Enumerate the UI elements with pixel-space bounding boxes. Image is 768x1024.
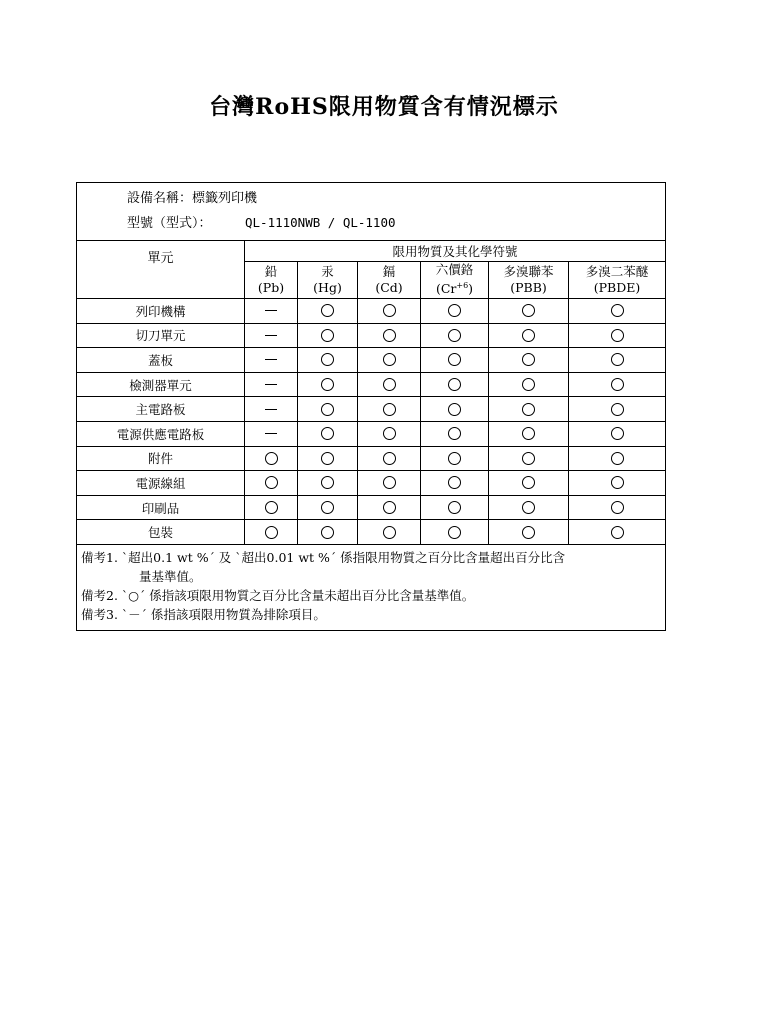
substance-name: 六價鉻 (435, 262, 474, 278)
model-value: QL-1110NWB / QL-1100 (245, 215, 396, 230)
circle-mark-icon (448, 452, 461, 465)
mark-cell (245, 446, 298, 471)
substance-name: 多溴二苯醚 (585, 264, 649, 279)
mark-cell (245, 372, 298, 397)
substance-symbol: (PBDE) (593, 280, 641, 295)
table-row (77, 520, 666, 545)
mark-cell (298, 495, 358, 520)
mark-cell (298, 372, 358, 397)
substance-symbol (421, 278, 488, 297)
circle-mark-icon (522, 304, 535, 317)
mark-cell (298, 471, 358, 496)
dash-mark-icon (265, 310, 277, 311)
note-1: 備考1. ˋ超出0.1 wt %ˊ 及 ˋ超出0.01 wt %ˊ 係指限用物質之百分比含量超出百分比含 (81, 549, 566, 565)
mark-cell (358, 520, 421, 545)
circle-mark-icon (321, 304, 334, 317)
circle-mark-icon (321, 501, 334, 514)
mark-cell (569, 446, 666, 471)
circle-mark-icon (611, 526, 624, 539)
mark-cell (489, 348, 569, 373)
mark-cell (421, 520, 489, 545)
mark-cell (489, 471, 569, 496)
table-row (77, 495, 666, 520)
mark-cell (421, 348, 489, 373)
mark-cell (489, 299, 569, 324)
circle-mark-icon (448, 353, 461, 366)
mark-cell (298, 397, 358, 422)
circle-mark-icon (265, 452, 278, 465)
mark-cell (245, 520, 298, 545)
circle-mark-icon (383, 501, 396, 514)
circle-mark-icon (448, 501, 461, 514)
mark-cell (298, 323, 358, 348)
circle-mark-icon (611, 403, 624, 416)
mark-cell (245, 348, 298, 373)
unit-name: 包裝 (77, 520, 245, 545)
circle-mark-icon (383, 304, 396, 317)
mark-cell (358, 348, 421, 373)
mark-cell (489, 520, 569, 545)
circle-mark-icon (522, 353, 535, 366)
mark-cell (421, 323, 489, 348)
table-row (77, 372, 666, 397)
mark-cell (298, 421, 358, 446)
mark-cell (245, 421, 298, 446)
circle-mark-icon (321, 526, 334, 539)
circle-mark-icon (321, 378, 334, 391)
mark-cell (569, 471, 666, 496)
mark-cell (489, 495, 569, 520)
mark-cell (421, 372, 489, 397)
circle-mark-icon (522, 476, 535, 489)
circle-mark-icon (383, 427, 396, 440)
circle-mark-icon (448, 304, 461, 317)
circle-mark-icon (522, 452, 535, 465)
circle-mark-icon (265, 526, 278, 539)
dash-mark-icon (265, 335, 277, 336)
unit-header: 單元 (77, 241, 245, 299)
substance-symbol: (Pb) (257, 280, 285, 295)
substance-name: 多溴聯苯 (503, 264, 554, 279)
mark-cell (569, 421, 666, 446)
substance-symbol: (PBB) (510, 280, 547, 295)
circle-mark-icon (611, 476, 624, 489)
mark-cell (298, 446, 358, 471)
circle-mark-icon (448, 378, 461, 391)
circle-mark-icon (321, 427, 334, 440)
circle-mark-icon (383, 526, 396, 539)
mark-cell (421, 421, 489, 446)
mark-cell (421, 397, 489, 422)
substance-name: 鉛 (264, 264, 278, 279)
mark-cell (358, 471, 421, 496)
circle-mark-icon (448, 427, 461, 440)
unit-name: 電源線組 (77, 471, 245, 496)
circle-mark-icon (265, 501, 278, 514)
circle-mark-icon (383, 353, 396, 366)
mark-cell (489, 446, 569, 471)
circle-mark-icon (522, 403, 535, 416)
mark-cell (358, 372, 421, 397)
substance-header (358, 262, 421, 299)
table-row (77, 421, 666, 446)
circle-mark-icon (383, 452, 396, 465)
unit-name: 切刀單元 (77, 323, 245, 348)
unit-name: 列印機構 (77, 299, 245, 324)
circle-mark-icon (611, 353, 624, 366)
unit-name: 蓋板 (77, 348, 245, 373)
mark-cell (245, 299, 298, 324)
mark-cell (569, 348, 666, 373)
note-1-cont: 量基準值。 (139, 568, 202, 584)
mark-cell (569, 495, 666, 520)
circle-mark-icon (611, 452, 624, 465)
circle-mark-icon (611, 501, 624, 514)
mark-cell (421, 299, 489, 324)
circle-mark-icon (321, 353, 334, 366)
circle-mark-icon (383, 476, 396, 489)
substance-symbol-sup: +6 (456, 281, 469, 291)
notes (77, 544, 666, 630)
circle-mark-icon (522, 427, 535, 440)
rohs-table (76, 182, 666, 631)
circle-mark-icon (321, 329, 334, 342)
substance-symbol-text: (Cr (435, 281, 457, 297)
substance-header (569, 262, 666, 299)
mark-cell (569, 372, 666, 397)
mark-cell (569, 299, 666, 324)
substance-header (245, 262, 298, 299)
model-line (127, 211, 665, 236)
table-row (77, 471, 666, 496)
circle-mark-icon (448, 403, 461, 416)
mark-cell (358, 446, 421, 471)
unit-name: 印刷品 (77, 495, 245, 520)
mark-cell (298, 348, 358, 373)
substance-header (298, 262, 358, 299)
unit-name: 主電路板 (77, 397, 245, 422)
circle-mark-icon (321, 452, 334, 465)
circle-mark-icon (265, 476, 278, 489)
substance-symbol: (Hg) (313, 280, 342, 295)
mark-cell (489, 397, 569, 422)
mark-cell (569, 323, 666, 348)
circle-mark-icon (522, 526, 535, 539)
note-2: 備考2. ˋ○ˊ 係指該項限用物質之百分比含量未超出百分比含量基準值。 (81, 587, 475, 603)
substance-header (489, 262, 569, 299)
mark-cell (358, 421, 421, 446)
page-title: 台灣RoHS限用物質含有情況標示 (209, 94, 559, 120)
substance-name: 鎘 (382, 264, 396, 279)
equipment-name: 設備名稱：標籤列印機 (127, 191, 258, 206)
mark-cell (358, 299, 421, 324)
circle-mark-icon (522, 378, 535, 391)
mark-cell (358, 323, 421, 348)
dash-mark-icon (265, 384, 277, 385)
mark-cell (245, 471, 298, 496)
mark-cell (489, 421, 569, 446)
mark-cell (489, 323, 569, 348)
mark-cell (298, 520, 358, 545)
table-row (77, 348, 666, 373)
circle-mark-icon (611, 304, 624, 317)
model-label: 型號（型式）： (127, 216, 212, 231)
circle-mark-icon (321, 403, 334, 416)
circle-mark-icon (383, 378, 396, 391)
substance-symbol-end: ) (468, 281, 474, 297)
circle-mark-icon (321, 476, 334, 489)
dash-mark-icon (265, 359, 277, 360)
table-row (77, 397, 666, 422)
table-row (77, 323, 666, 348)
substance-group-header: 限用物質及其化學符號 (245, 241, 666, 262)
table-row (77, 446, 666, 471)
mark-cell (245, 495, 298, 520)
unit-name: 檢測器單元 (77, 372, 245, 397)
substance-name: 汞 (321, 264, 334, 279)
circle-mark-icon (383, 403, 396, 416)
circle-mark-icon (522, 501, 535, 514)
circle-mark-icon (611, 378, 624, 391)
mark-cell (569, 397, 666, 422)
circle-mark-icon (448, 526, 461, 539)
mark-cell (358, 397, 421, 422)
mark-cell (358, 495, 421, 520)
mark-cell (421, 495, 489, 520)
equipment-info (77, 183, 666, 241)
mark-cell (421, 471, 489, 496)
circle-mark-icon (522, 329, 535, 342)
mark-cell (489, 372, 569, 397)
mark-cell (421, 446, 489, 471)
unit-name: 附件 (77, 446, 245, 471)
unit-name: 電源供應電路板 (77, 421, 245, 446)
dash-mark-icon (265, 409, 277, 410)
dash-mark-icon (265, 433, 277, 434)
circle-mark-icon (611, 427, 624, 440)
substance-symbol: (Cd) (375, 280, 403, 295)
circle-mark-icon (448, 476, 461, 489)
substance-header (421, 262, 489, 299)
mark-cell (298, 299, 358, 324)
circle-mark-icon (448, 329, 461, 342)
circle-mark-icon (383, 329, 396, 342)
mark-cell (569, 520, 666, 545)
note-3: 備考3. ˋ－ˊ 係指該項限用物質為排除項目。 (81, 606, 326, 622)
mark-cell (245, 323, 298, 348)
circle-mark-icon (611, 329, 624, 342)
table-row (77, 299, 666, 324)
mark-cell (245, 397, 298, 422)
